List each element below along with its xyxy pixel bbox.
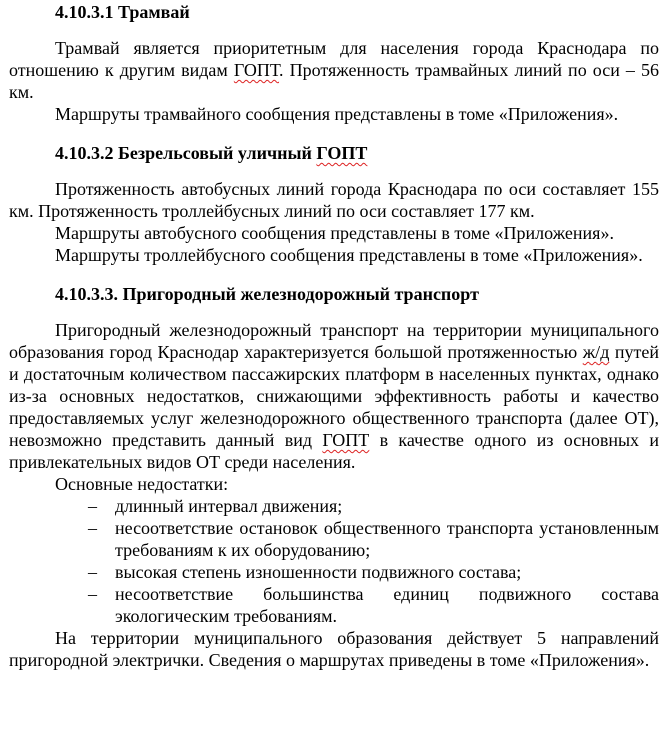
- paragraph-rail-text-c: в качестве одного из основных и привлекательных видов ОТ среди населения.: [9, 430, 659, 472]
- paragraph-tram-routes: Маршруты трамвайного сообщения представлены в томе «Приложения».: [55, 104, 619, 124]
- list-intro: Основные недостатки:: [55, 474, 229, 494]
- section-heading-trackless: [9, 142, 659, 164]
- dash-bullet: –: [88, 584, 97, 604]
- paragraph-tram-priority-text: Трамвай является приоритетным для населения города Краснодара по отношению к другим видам: [9, 38, 659, 80]
- list-item: [9, 561, 659, 583]
- list-item-text: длинный интервал движения;: [115, 496, 343, 516]
- term-gopt: ГОПТ: [322, 430, 370, 450]
- list-item-text: высокая степень изношенности подвижного состава;: [115, 562, 522, 582]
- section-heading-trackless-text: 4.10.3.2 Безрельсовый уличный: [55, 143, 317, 163]
- term-zhd: ж/д: [582, 342, 610, 362]
- list-item-text: несоответствие остановок общественного транспорта установленным требованиям к их оборудованию;: [115, 518, 659, 560]
- paragraph-rail-text-a: Пригородный железнодорожный транспорт на территории муниципального образования город Краснодар характеризуется большой протяженностью: [9, 320, 659, 362]
- paragraph-tram-priority: [9, 37, 659, 103]
- dash-bullet: –: [88, 496, 97, 516]
- dash-bullet: –: [88, 562, 97, 582]
- paragraph-rail-description: [9, 319, 659, 473]
- list-item: [9, 495, 659, 517]
- paragraph-lines-length: Протяженность автобусных линий города Краснодара по оси составляет 155 км. Протяженность троллейбусных линий по оси составляет 177 км.: [9, 179, 659, 221]
- section-heading-tram: 4.10.3.1 Трамвай: [55, 2, 190, 22]
- term-gopt: ГОПТ: [316, 143, 368, 163]
- list-item: [9, 517, 659, 561]
- dash-bullet: –: [88, 518, 97, 538]
- paragraph-suburban-train: На территории муниципального образования действует 5 направлений пригородной электрички. Сведения о маршрутах приведены в томе «Приложения».: [9, 628, 659, 670]
- paragraph-tram-length: . Протяженность трамвайных линий по оси – 56 км.: [9, 60, 659, 102]
- section-heading-rail: 4.10.3.3. Пригородный железнодорожный транспорт: [55, 284, 479, 304]
- paragraph-trolleybus-routes: Маршруты троллейбусного сообщения представлены в томе «Приложения».: [55, 245, 643, 265]
- list-item: [9, 583, 659, 627]
- shortcomings-list: [9, 495, 659, 627]
- paragraph-bus-routes: Маршруты автобусного сообщения представлены в томе «Приложения».: [55, 223, 614, 243]
- paragraph-rail-text-b: путей и достаточным количеством пассажирских платформ в населенных пунктах, однако из-за основных недостатков, снижающими эффективность работы и качество предоставляемых услуг железнодорожного общественного транспорта (далее ОТ), невозможно представить данный вид: [9, 342, 659, 450]
- list-item-text: несоответствие большинства единиц подвижного состава экологическим требованиям.: [115, 584, 659, 626]
- term-gopt: ГОПТ: [233, 60, 280, 80]
